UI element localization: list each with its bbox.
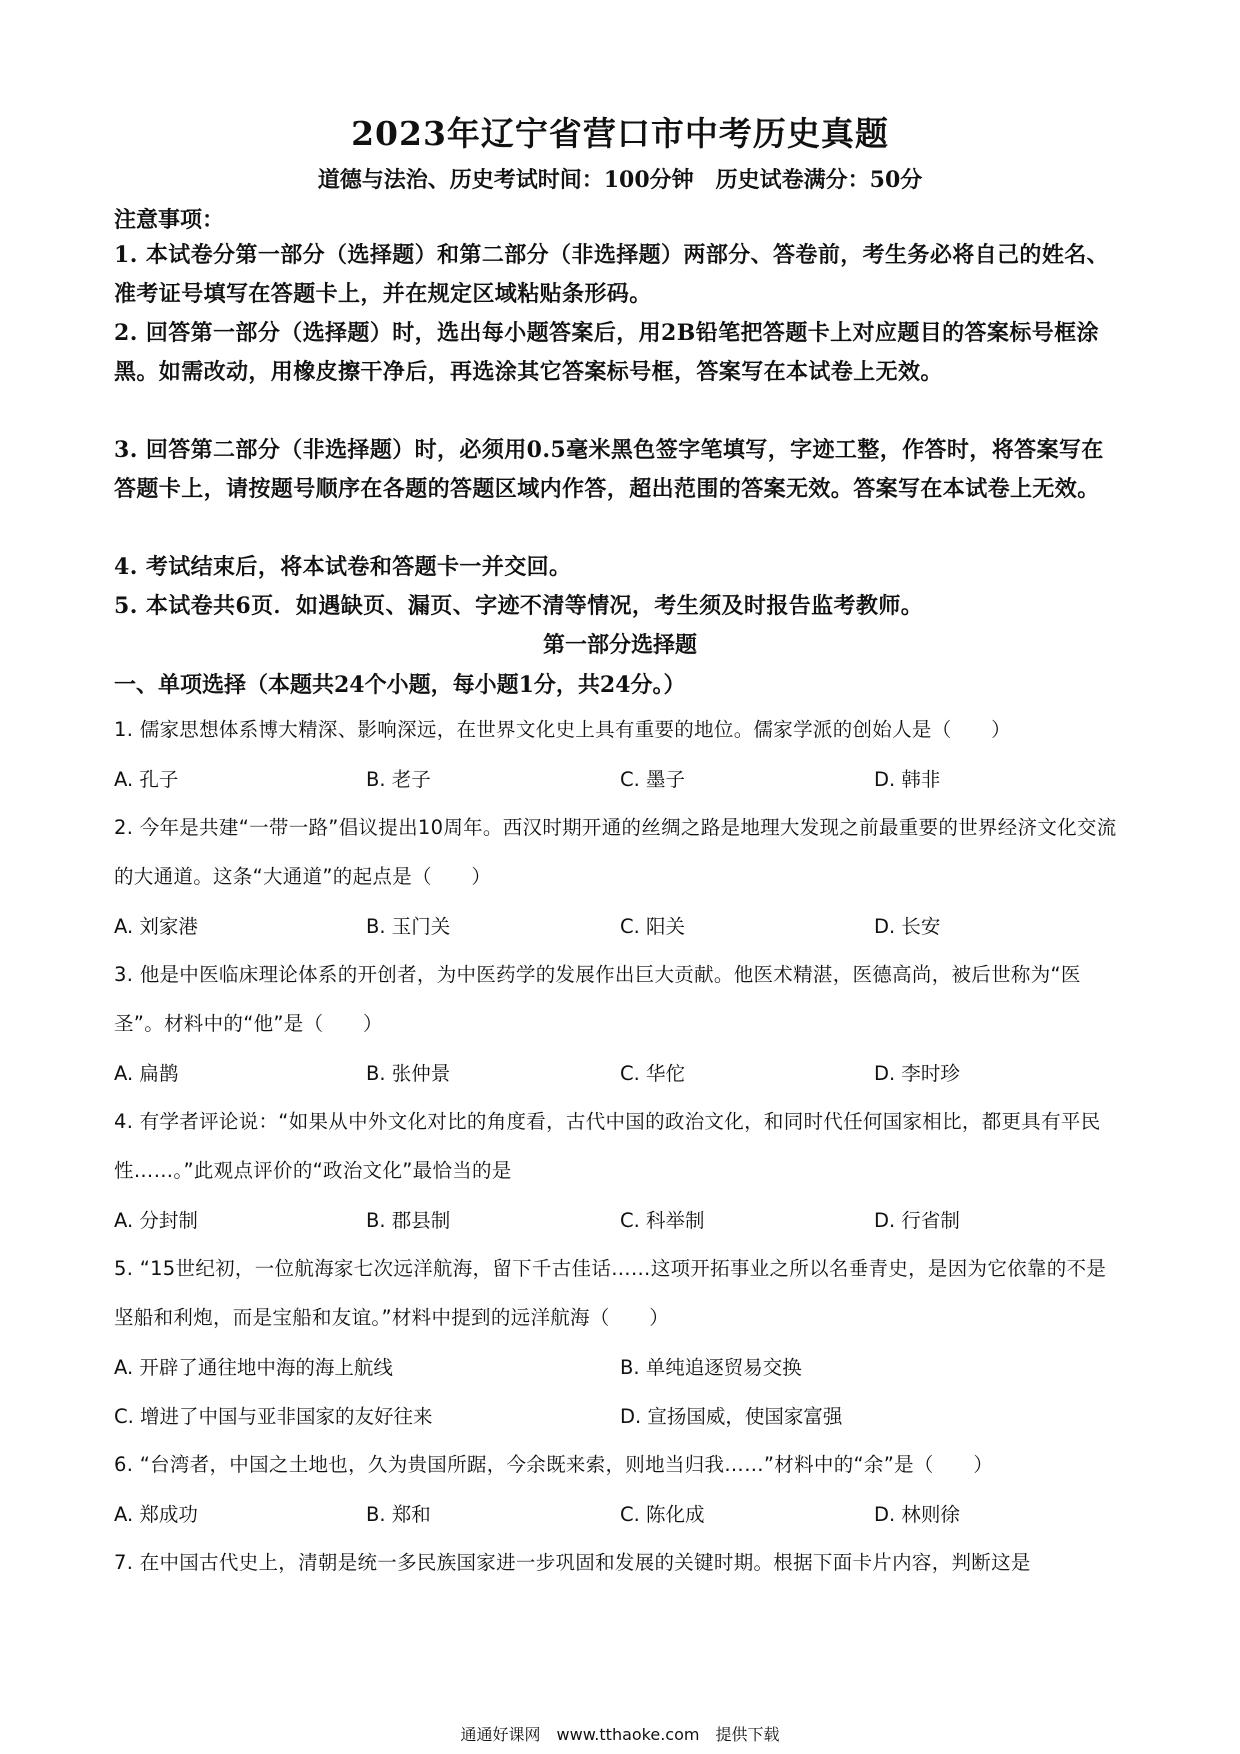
- question-4-stem: 4. 有学者评论说：“如果从中外文化对比的角度看，古代中国的政治文化，和同时代任何国家相比，都更具有平民性……。”此观点评价的“政治文化”最恰当的是: [114, 1110, 1101, 1182]
- notice-item-2: 2. 回答第一部分（选择题）时，选出每小题答案后，用2B铅笔把答题卡上对应题目的答案标号框涂黑。如需改动，用橡皮擦干净后，再选涂其它答案标号框，答案写在本试卷上无效。: [114, 320, 1099, 385]
- option-b: B. 郡县制: [366, 1209, 451, 1232]
- option-a: A. 扁鹊: [114, 1062, 179, 1085]
- notice-item-4: 4. 考试结束后，将本试卷和答题卡一并交回。: [114, 554, 572, 580]
- option-d: D. 宣扬国威，使国家富强: [620, 1405, 843, 1428]
- option-d: D. 行省制: [874, 1209, 960, 1232]
- option-c: C. 华佗: [620, 1062, 686, 1085]
- section-title: 一、单项选择（本题共24个小题，每小题1分，共24分。）: [114, 672, 686, 698]
- option-b: B. 张仲景: [366, 1062, 451, 1085]
- option-a: A. 开辟了通往地中海的海上航线: [114, 1356, 393, 1379]
- question-3-options: [114, 1058, 1124, 1098]
- option-d: D. 林则徐: [874, 1503, 960, 1526]
- question-6-stem: 6. “台湾者，中国之土地也，久为贵国所踞，今余既来索，则地当归我……”材料中的“余”是（ ）: [114, 1453, 994, 1476]
- question-2-options: [114, 911, 1124, 951]
- option-b: B. 老子: [366, 768, 431, 791]
- option-b: B. 单纯追逐贸易交换: [620, 1356, 802, 1379]
- option-a: A. 孔子: [114, 768, 179, 791]
- notice-heading: 注意事项：: [114, 207, 225, 233]
- question-5-options-row-1: [114, 1352, 1124, 1392]
- notice-item-1: 1. 本试卷分第一部分（选择题）和第二部分（非选择题）两部分、答卷前，考生务必将自己的姓名、准考证号填写在答题卡上，并在规定区域粘贴条形码。: [114, 242, 1110, 307]
- question-3-stem: 3. 他是中医临床理论体系的开创者，为中医药学的发展作出巨大贡献。他医术精湛，医德高尚，被后世称为“医圣”。材料中的“他”是（ ）: [114, 963, 1081, 1035]
- question-2-stem: 2. 今年是共建“一带一路”倡议提出10周年。西汉时期开通的丝绸之路是地理大发现之前最重要的世界经济文化交流的大通道。这条“大通道”的起点是（ ）: [114, 816, 1117, 888]
- notice-item-5: 5. 本试卷共6页．如遇缺页、漏页、字迹不清等情况，考生须及时报告监考教师。: [114, 593, 924, 619]
- exam-subtitle: 道德与法治、历史考试时间：100分钟 历史试卷满分：50分: [317, 167, 923, 193]
- page-footer: 通通好课网 www.tthaoke.com 提供下载: [460, 1725, 780, 1744]
- option-c: C. 增进了中国与亚非国家的友好往来: [114, 1405, 433, 1428]
- option-c: C. 阳关: [620, 915, 686, 938]
- option-c: C. 陈化成: [620, 1503, 705, 1526]
- part-one-title: 第一部分选择题: [542, 632, 697, 658]
- exam-title: 2023年辽宁省营口市中考历史真题: [351, 114, 889, 153]
- question-1-options: [114, 764, 1124, 804]
- option-a: A. 刘家港: [114, 915, 198, 938]
- option-d: D. 李时珍: [874, 1062, 960, 1085]
- option-c: C. 墨子: [620, 768, 686, 791]
- option-b: B. 郑和: [366, 1503, 431, 1526]
- option-d: D. 长安: [874, 915, 941, 938]
- question-5-options-row-2: [114, 1401, 1124, 1441]
- question-4-options: [114, 1205, 1124, 1245]
- notice-item-3: 3. 回答第二部分（非选择题）时，必须用0.5毫米黑色签字笔填写，字迹工整，作答时，将答案写在答题卡上，请按题号顺序在各题的答题区域内作答，超出范围的答案无效。答案写在本试卷上无效。: [114, 437, 1104, 502]
- option-a: A. 郑成功: [114, 1503, 198, 1526]
- option-c: C. 科举制: [620, 1209, 705, 1232]
- question-1-stem: 1. 儒家思想体系博大精深、影响深远，在世界文化史上具有重要的地位。儒家学派的创始人是（ ）: [114, 718, 1011, 741]
- option-a: A. 分封制: [114, 1209, 198, 1232]
- question-5-stem: 5. “15世纪初，一位航海家七次远洋航海，留下千古佳话……这项开拓事业之所以名垂青史，是因为它依靠的不是坚船和利炮，而是宝船和友谊。”材料中提到的远洋航海（ ）: [114, 1257, 1107, 1329]
- question-7-stem: 7. 在中国古代史上，清朝是统一多民族国家进一步巩固和发展的关键时期。根据下面卡片内容，判断这是: [114, 1551, 1031, 1574]
- option-b: B. 玉门关: [366, 915, 451, 938]
- option-d: D. 韩非: [874, 768, 941, 791]
- question-6-options: [114, 1499, 1124, 1539]
